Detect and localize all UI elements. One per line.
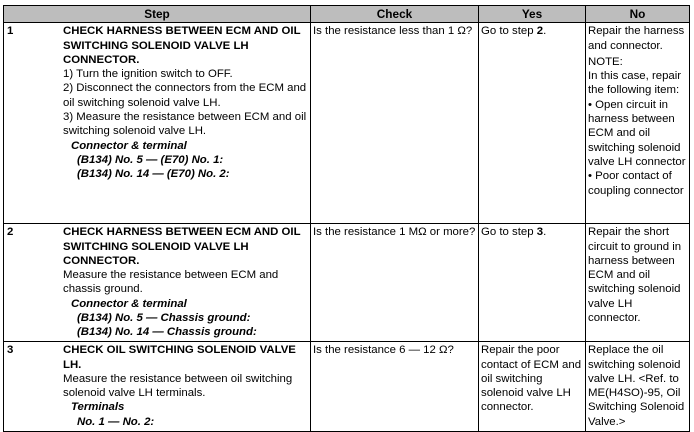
sub-item: (B134) No. 14 — (E70) No. 2: <box>77 168 230 181</box>
yes-cell <box>479 224 586 342</box>
step-cell <box>4 23 311 224</box>
sub-heading: Connector & terminal <box>71 297 187 310</box>
instruction: 2) Disconnect the connectors from the ECM and oil switching solenoid valve LH. <box>63 82 307 109</box>
note-text: In this case, repair the following item: <box>588 70 682 97</box>
yes-step-ref: 3 <box>536 226 544 239</box>
step-cell <box>4 342 311 432</box>
yes-cell: Repair the poor contact of ECM and oil switching solenoid valve LH connector. <box>479 342 586 432</box>
step-number: 1 <box>7 25 14 38</box>
sub-item: (B134) No. 14 — Chassis ground: <box>77 326 257 339</box>
instruction: Measure the resistance between oil switching solenoid valve LH terminals. <box>63 372 293 400</box>
step-title: CHECK OIL SWITCHING SOLENOID VALVE LH. <box>63 344 296 371</box>
table-header-row <box>4 6 690 23</box>
step-number: 3 <box>7 344 14 357</box>
step-cell <box>4 224 311 342</box>
instruction: 1) Turn the ignition switch to OFF. <box>63 68 233 81</box>
diagnostic-procedure-table <box>3 5 690 432</box>
header-step: Step <box>4 6 311 23</box>
instruction: Measure the resistance between ECM and chassis ground. <box>63 269 279 296</box>
step-title: CHECK HARNESS BETWEEN ECM AND OIL SWITCHING SOLENOID VALVE LH CONNECTOR. <box>63 226 301 267</box>
yes-suffix: . <box>543 25 547 38</box>
step-number: 2 <box>7 226 14 239</box>
yes-prefix: Go to step <box>481 226 537 239</box>
check-cell: Is the resistance less than 1 Ω? <box>311 23 479 224</box>
sub-item: No. 1 — No. 2: <box>77 415 155 428</box>
table-row <box>4 224 690 342</box>
header-check: Check <box>311 6 479 23</box>
instruction: 3) Measure the resistance between ECM and oil switching solenoid valve LH. <box>63 111 307 138</box>
yes-suffix: . <box>543 226 547 239</box>
sub-heading: Terminals <box>71 401 125 414</box>
no-cell <box>586 23 690 224</box>
step-title: CHECK HARNESS BETWEEN ECM AND OIL SWITCHING SOLENOID VALVE LH CONNECTOR. <box>63 25 301 66</box>
yes-step-ref: 2 <box>536 25 544 38</box>
no-cell: Replace the oil switching solenoid valve LH. <Ref. to ME(H4SO)-95, Oil Switching Solenoid Valve.> <box>586 342 690 432</box>
sub-item: (B134) No. 5 — Chassis ground: <box>77 312 251 325</box>
check-cell: Is the resistance 6 — 12 Ω? <box>311 342 479 432</box>
sub-heading: Connector & terminal <box>71 139 187 152</box>
yes-cell <box>479 23 586 224</box>
header-yes: Yes <box>479 6 586 23</box>
sub-item: (B134) No. 5 — (E70) No. 1: <box>77 153 224 166</box>
yes-prefix: Go to step <box>481 25 537 38</box>
header-no: No <box>586 6 690 23</box>
note-bullet: • Poor contact of coupling connector <box>588 170 684 197</box>
table-row <box>4 23 690 224</box>
table-row <box>4 342 690 432</box>
check-cell: Is the resistance 1 MΩ or more? <box>311 224 479 342</box>
no-main: Repair the harness and connector. <box>588 25 685 52</box>
note-label: NOTE: <box>588 55 623 68</box>
no-cell: Repair the short circuit to ground in harness between ECM and oil switching solenoid valve LH connector. <box>586 224 690 342</box>
note-bullet: • Open circuit in harness between ECM and oil switching solenoid valve LH connector <box>588 98 686 168</box>
